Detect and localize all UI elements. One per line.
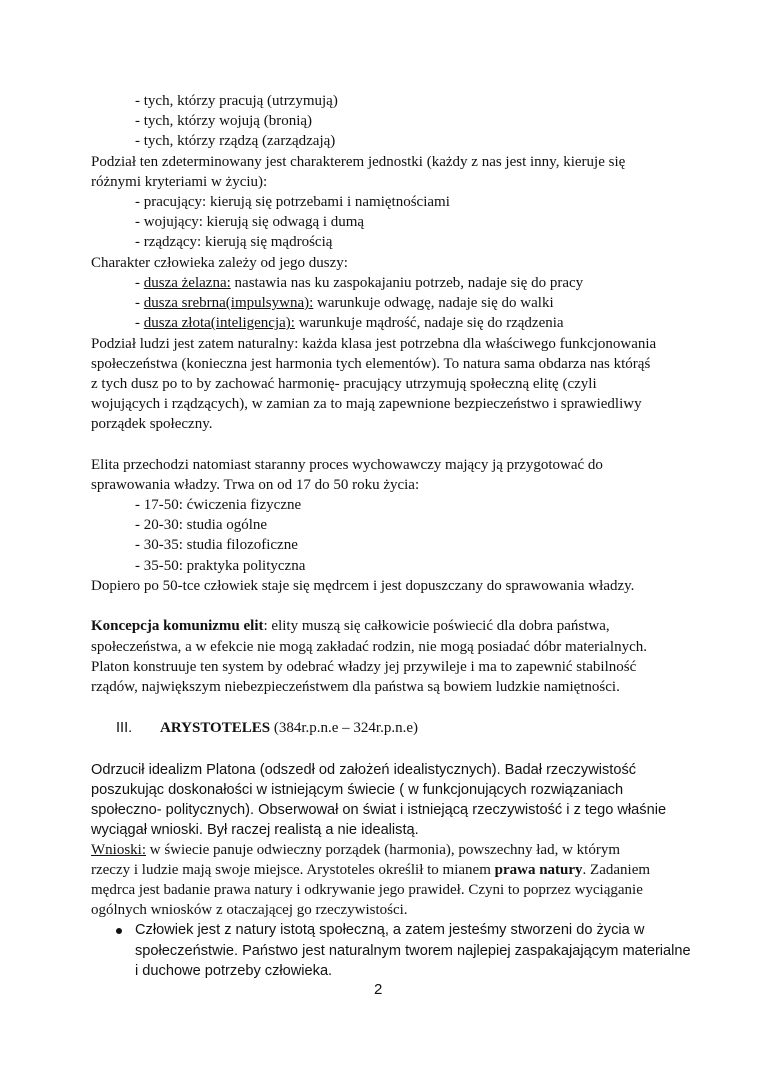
paragraph-line: społeczno- politycznych). Obserwował on świat i istniejącą rzeczywistość i z tego właśnie [91, 802, 667, 818]
paragraph-line: Koncepcja komunizmu elit: elity muszą się całkowicie poświecić dla dobra państwa, [91, 618, 610, 634]
paragraph-line: z tych dusz po to by zachować harmonię- pracujący utrzymują społeczną elitę (czyli [91, 376, 597, 392]
soul-term: dusza żelazna: [143, 275, 231, 291]
section-numeral: III. [116, 720, 133, 736]
paragraph-line: Charakter człowieka zależy od jego duszy: [91, 255, 348, 271]
bullet-line: i duchowe potrzeby człowieka. [135, 963, 333, 979]
term-bold: Koncepcja komunizmu elit [91, 618, 264, 634]
list-item: - tych, którzy pracują (utrzymują) [135, 93, 338, 109]
section-heading: ARYSTOTELES (384r.p.n.e – 324r.p.n.e) [160, 720, 418, 736]
paragraph-line: Elita przechodzi natomiast staranny proces wychowawczy mający ją przygotować do [91, 457, 603, 473]
list-item: - 35-50: praktyka polityczna [135, 558, 306, 574]
bullet-line: Człowiek jest z natury istotą społeczną, a zatem jesteśmy stworzeni do życia w [135, 922, 645, 938]
paragraph-line: różnymi kryteriami w życiu): [91, 174, 268, 190]
list-item: - wojujący: kierują się odwagą i dumą [135, 214, 365, 230]
paragraph-line: sprawowania władzy. Trwa on od 17 do 50 roku życia: [91, 477, 420, 493]
paragraph-line: Dopiero po 50-tce człowiek staje się mędrcem i jest dopuszczany do sprawowania władzy. [91, 578, 635, 594]
paragraph-line: społeczeństwa, a w efekcie nie mogą zakładać rodzin, nie mogą posiadać dóbr materialnych. [91, 639, 648, 655]
list-item-soul: - dusza srebrna(impulsywna): warunkuje odwagę, nadaje się do walki [135, 295, 554, 311]
list-item: - tych, którzy wojują (bronią) [135, 113, 313, 129]
paragraph-line: ogólnych wniosków z otaczającej go rzeczywistości. [91, 902, 408, 918]
list-item: - 17-50: ćwiczenia fizyczne [135, 497, 302, 513]
term-bold: prawa natury [494, 862, 583, 878]
paragraph-line: społeczeństwa (konieczna jest harmonia tych elementów). To natura sama obdarza nas którąś [91, 356, 651, 372]
list-item: - 20-30: studia ogólne [135, 517, 268, 533]
paragraph-line: poszukując doskonałości w istniejącym świecie ( w funkcjonujących rozwiązaniach [91, 782, 624, 798]
paragraph-line: Odrzucił idealizm Platona (odszedł od założeń idealistycznych). Badał rzeczywistość [91, 762, 637, 778]
paragraph-line: Podział ludzi jest zatem naturalny: każda klasa jest potrzebna dla właściwego funkcjonowania [91, 336, 657, 352]
list-item: - 30-35: studia filozoficzne [135, 537, 298, 553]
list-item: - tych, którzy rządzą (zarządzają) [135, 133, 336, 149]
paragraph-line: Podział ten zdeterminowany jest charakterem jednostki (każdy z nas jest inny, kieruje się [91, 154, 626, 170]
paragraph-line: rzeczy i ludzie mają swoje miejsce. Arystoteles określił to mianem prawa natury. Zadaniem [91, 862, 651, 878]
bullet-line: społeczeństwie. Państwo jest naturalnym tworem najlepiej zaspakajającym materialne [135, 943, 691, 959]
list-item: - rządzący: kierują się mądrością [135, 234, 333, 250]
paragraph-line: Wnioski: w świecie panuje odwieczny porządek (harmonia), powszechny ład, w którym [91, 842, 621, 858]
list-item-soul: - dusza złota(inteligencja): warunkuje mądrość, nadaje się do rządzenia [135, 315, 564, 331]
soul-term: dusza srebrna(impulsywna): [143, 295, 314, 311]
soul-term: dusza złota(inteligencja): [143, 315, 295, 331]
paragraph-line: porządek społeczny. [91, 416, 213, 432]
page-number: 2 [374, 981, 383, 998]
paragraph-line: mędrca jest badanie prawa natury i odkrywanie jego prawideł. Czyni to poprzez wyciąganie [91, 882, 643, 898]
list-item-soul: - dusza żelazna: nastawia nas ku zaspokajaniu potrzeb, nadaje się do pracy [135, 275, 584, 291]
paragraph-line: rządów, największym niebezpieczeństwem dla państwa są bowiem ludzkie namiętności. [91, 679, 620, 695]
list-item: - pracujący: kierują się potrzebami i namiętnościami [135, 194, 450, 210]
bullet-icon [116, 928, 122, 934]
paragraph-line: Platon konstruuje ten system by odebrać władzy jej przywileje i ma to zapewnić stabilność [91, 659, 637, 675]
conclusions-label: Wnioski: [91, 842, 146, 858]
paragraph-line: wyciągał wnioski. Był raczej realistą a nie idealistą. [91, 822, 419, 838]
paragraph-line: wojujących i rządzących), w zamian za to mają zapewnione bezpieczeństwo i sprawiedliwy [91, 396, 642, 412]
